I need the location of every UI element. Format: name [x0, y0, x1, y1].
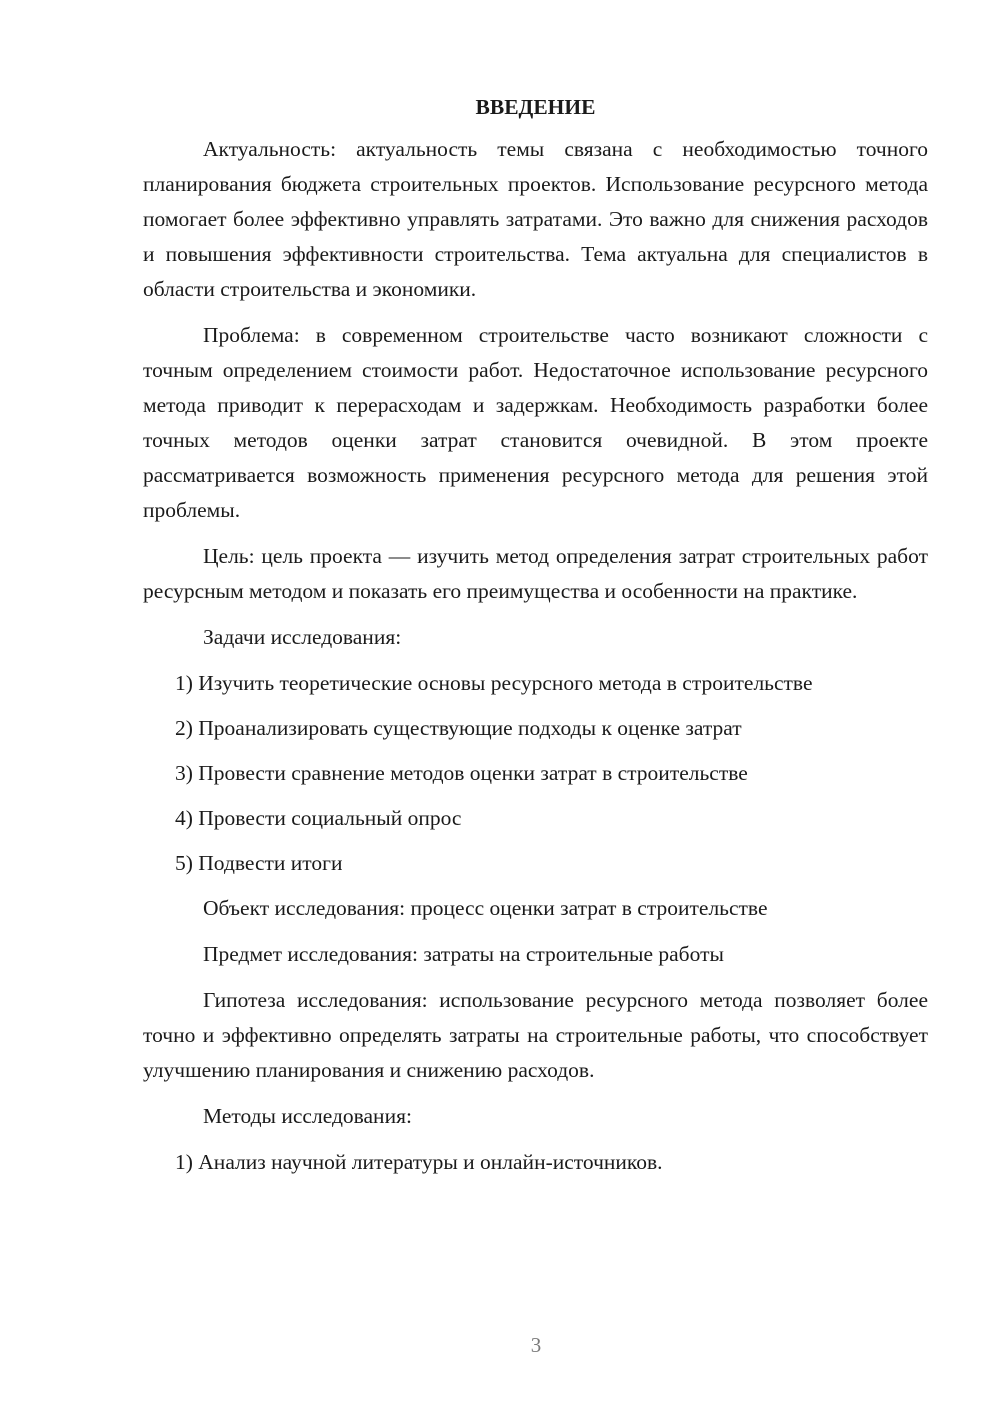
methods-list [143, 1145, 928, 1180]
methods-heading: Методы исследования: [203, 1104, 412, 1128]
document-page [143, 90, 928, 1190]
subject-paragraph: Предмет исследования: затраты на строительные работы [203, 942, 724, 966]
task-item: 2) Проанализировать существующие подходы к оценке затрат [175, 716, 742, 740]
goal-paragraph: Цель: цель проекта — изучить метод определения затрат строительных работ ресурсным методом и показать его преимущества и особенности на практике. [143, 544, 928, 603]
object-paragraph: Объект исследования: процесс оценки затрат в строительстве [203, 896, 768, 920]
task-item: 4) Провести социальный опрос [175, 806, 462, 830]
tasks-heading: Задачи исследования: [203, 625, 402, 649]
section-title: ВВЕДЕНИЕ [475, 95, 596, 119]
tasks-list [143, 666, 928, 881]
task-item: 3) Провести сравнение методов оценки затрат в строительстве [175, 761, 748, 785]
page-number: 3 [530, 1333, 542, 1357]
relevance-paragraph: Актуальность: актуальность темы связана с необходимостью точного планирования бюджета строительных проектов. Использование ресурсного метода помогает более эффективно управлять затратами. Это важно для снижения расходов и повышения эффективности строительства. Тема актуальна для специалистов в области строительства и экономики. [143, 137, 928, 301]
problem-paragraph: Проблема: в современном строительстве часто возникают сложности с точным определением стоимости работ. Недостаточное использование ресурсного метода приводит к перерасходам и задержкам. Необходимость разработки более точных методов оценки затрат становится очевидной. В этом проекте рассматривается возможность применения ресурсного метода для решения этой проблемы. [143, 323, 928, 522]
task-item: 5) Подвести итоги [175, 851, 343, 875]
method-item: 1) Анализ научной литературы и онлайн-источников. [175, 1150, 663, 1174]
hypothesis-paragraph: Гипотеза исследования: использование ресурсного метода позволяет более точно и эффективно определять затраты на строительные работы, что способствует улучшению планирования и снижению расходов. [143, 988, 928, 1082]
task-item: 1) Изучить теоретические основы ресурсного метода в строительстве [175, 671, 813, 695]
